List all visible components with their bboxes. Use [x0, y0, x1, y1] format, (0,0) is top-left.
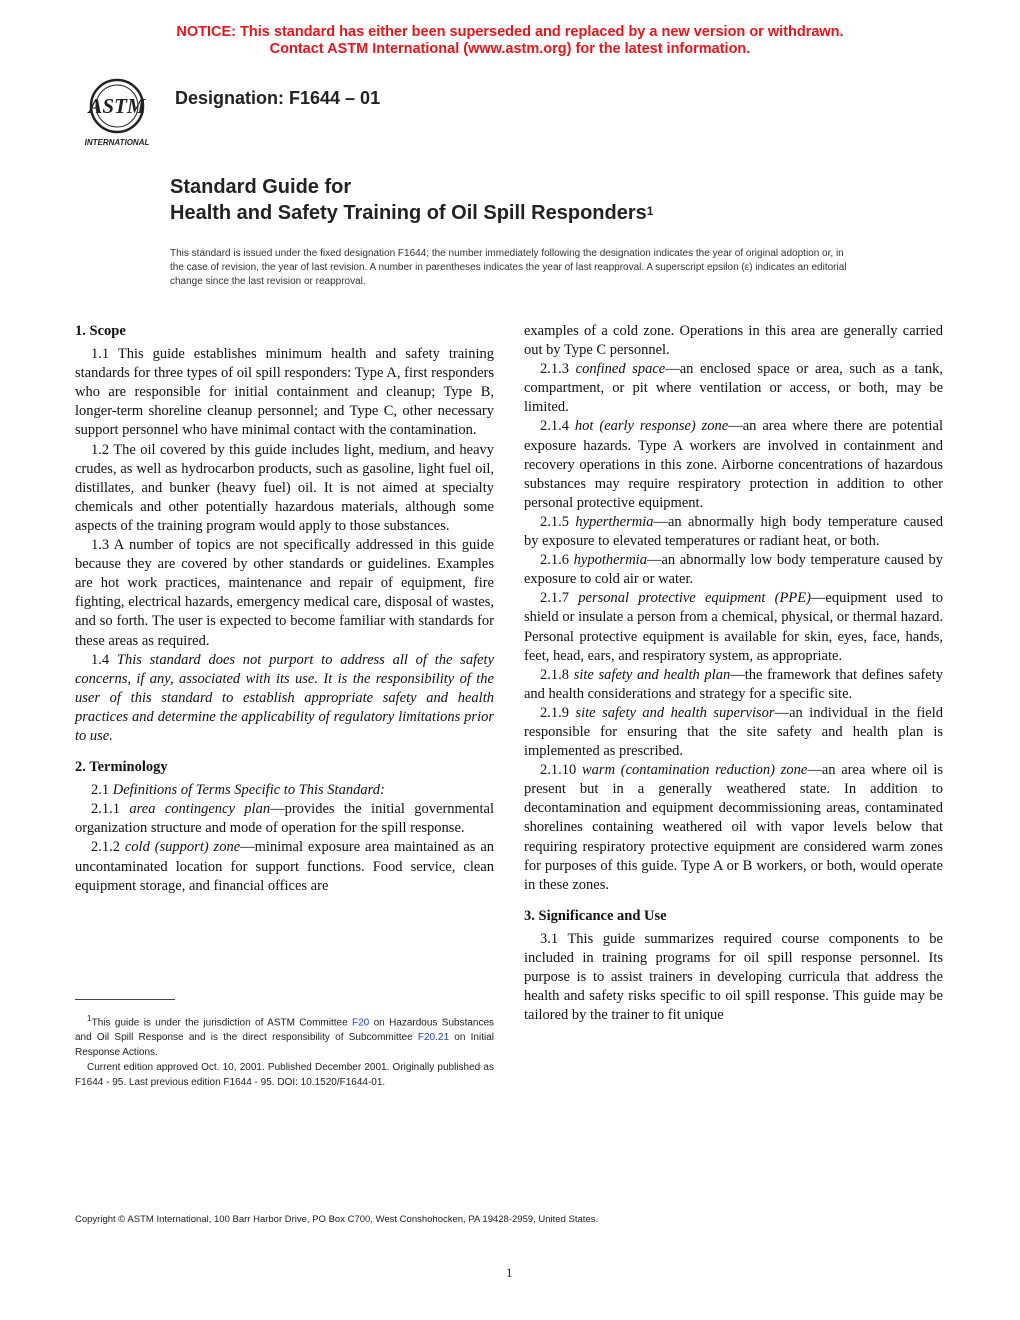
footnote-1: $^1$This guide is under the jurisdiction of ASTM Committee F20 on Hazardous Substances and Oil Spill Response and is the direct responsibility of Subcommittee F20.21 on Initial Response Actions.	[75, 1013, 495, 1059]
notice-line-1: NOTICE: This standard has either been superseded and replaced by a new version or withdrawn.	[176, 24, 844, 40]
notice-line-2: Contact ASTM International (www.astm.org) for the latest information.	[269, 41, 751, 57]
para-2-1-6: 2.1.6 hypothermia—an abnormally low body temperature caused by exposure to cold air or water.	[524, 552, 943, 588]
issuance-preamble: This standard is issued under the fixed designation F1644; the number immediately following the designation indicates the year of original adoption or, in the case of revision, the year of last revision. A number in parentheses indicates the year of last reapproval. A superscript epsilon (ε) indicates an editorial change since the last revision or reapproval.	[170, 248, 847, 287]
designation: Designation: F1644 – 01	[175, 88, 381, 108]
committee-link[interactable]: F20	[352, 1017, 370, 1029]
footnote-rule	[75, 999, 175, 1000]
logo-wordmark: ASTM	[88, 94, 146, 118]
para-2-1-2-continued: examples of a cold zone. Operations in this area are generally carried out by Type C personnel.	[524, 323, 943, 359]
withdrawal-notice	[0, 24, 1020, 58]
footnotes	[75, 1011, 494, 1090]
footnote-2: Current edition approved Oct. 10, 2001. Published December 2001. Originally published as F1644 - 95. Last previous edition F1644 - 95. DOI: 10.1520/F1644-01.	[75, 1062, 494, 1089]
para-2-1-1: 2.1.1 area contingency plan—provides the initial governmental organization structure and mode of operation for the spill response.	[75, 801, 495, 837]
para-1-4: 1.4 This standard does not purport to address all of the safety concerns, if any, associated with its use. It is the responsibility of the user of this standard to establish appropriate safety and health practices and determine the applicability of regulatory limitations prior to use.	[75, 651, 495, 744]
para-2-1-4: 2.1.4 hot (early response) zone—an area where there are potential exposure hazards. Type A workers are involved in containment and recovery operations in this zone. Airborne concentrations of hazardous substances may require respiratory protection in addition to other personal protective equipment.	[524, 418, 943, 511]
page-number: 1	[506, 1265, 513, 1280]
para-3-1: 3.1 This guide summarizes required course components to be included in training programs for oil spill response personnel. Its purpose is to assist trainers in developing curricula that address the health and safety risks specific to oil spill response. This guide may be tailored by the trainer to fit unique	[524, 930, 943, 1024]
para-2-1-9: 2.1.9 site safety and health supervisor—an individual in the field responsible for ensuring that the site safety and health plan is implemented as prescribed.	[524, 704, 944, 760]
subcommittee-link[interactable]: F20.21	[417, 1032, 450, 1044]
right-column	[524, 322, 943, 1025]
title-line-1: Standard Guide for	[170, 176, 352, 198]
title-footnote-mark: 1	[646, 204, 654, 218]
left-column	[75, 322, 494, 896]
para-1-2: 1.2 The oil covered by this guide includes light, medium, and heavy crudes, as well as hydrocarbon products, such as gasoline, light fuel oil, distillates, and bunker (heavy fuel) oil. It is not aimed at specialty chemicals and other potentially hazardous materials, although some aspects of the training program would apply to those substances.	[75, 441, 494, 534]
para-1-1: 1.1 This guide establishes minimum health and safety training standards for three types of oil spill responders: Type A, first responders who are responsible for initial containment and cleanup; Type B, longer-term shoreline cleanup personnel; and Type C, other necessary support personnel who have minimal contact with the contamination.	[75, 346, 494, 439]
copyright-notice: Copyright © ASTM International, 100 Barr Harbor Drive, PO Box C700, West Conshohocken, PA 19428-2959, United States.	[75, 1214, 599, 1225]
title-line-2: Health and Safety Training of Oil Spill Responders	[170, 202, 647, 224]
para-2-1-2: 2.1.2 cold (support) zone—minimal exposure area maintained as an uncontaminated location for support functions. Food service, clean equipment storage, and financial offices are	[75, 839, 494, 894]
para-1-3: 1.3 A number of topics are not specifically addressed in this guide because they are covered by other standards or guidelines. Examples are hot work practices, maintenance and repair of equipment, fire fighting, electrical hazards, emergency medical care, disposal of wastes, and so forth. The user is expected to become familiar with standards for these areas as required.	[75, 537, 494, 649]
section-heading-scope: 1. Scope	[75, 323, 126, 339]
para-2-1-8: 2.1.8 site safety and health plan—the framework that defines safety and health considerations and strategy for a specific site.	[524, 666, 944, 702]
section-heading-terminology: 2. Terminology	[75, 759, 168, 776]
para-2-1-3: 2.1.3 confined space—an enclosed space or area, such as a tank, compartment, or pit where ventilation or access, or both, may be limited.	[524, 361, 943, 416]
para-2-1-5: 2.1.5 hyperthermia—an abnormally high body temperature caused by exposure to elevated temperatures or radiant heat, or both.	[524, 513, 944, 550]
para-2-1: 2.1 Definitions of Terms Specific to This Standard:	[91, 782, 385, 799]
para-2-1-7: 2.1.7 personal protective equipment (PPE)—equipment used to shield or insulate a person from a chemical, physical, or thermal hazard. Personal protective equipment is available for skin, eyes, face, hands, feet, head, ears, and respiratory system, as appropriate.	[524, 590, 944, 664]
para-2-1-10: 2.1.10 warm (contamination reduction) zone—an area where oil is present but in a generally weathered state. In addition to decontamination and equipment decommissioning areas, contaminated shorelines containing weathered oil with vapor levels below that requiring respiratory protective equipment are considered warm zones for purposes of this guide. Type A or B workers, or both, would operate in these zones.	[524, 762, 944, 893]
document-title	[170, 174, 653, 226]
logo-subtext: INTERNATIONAL	[84, 138, 150, 147]
astm-logo	[74, 76, 160, 150]
section-heading-significance: 3. Significance and Use	[524, 907, 667, 924]
